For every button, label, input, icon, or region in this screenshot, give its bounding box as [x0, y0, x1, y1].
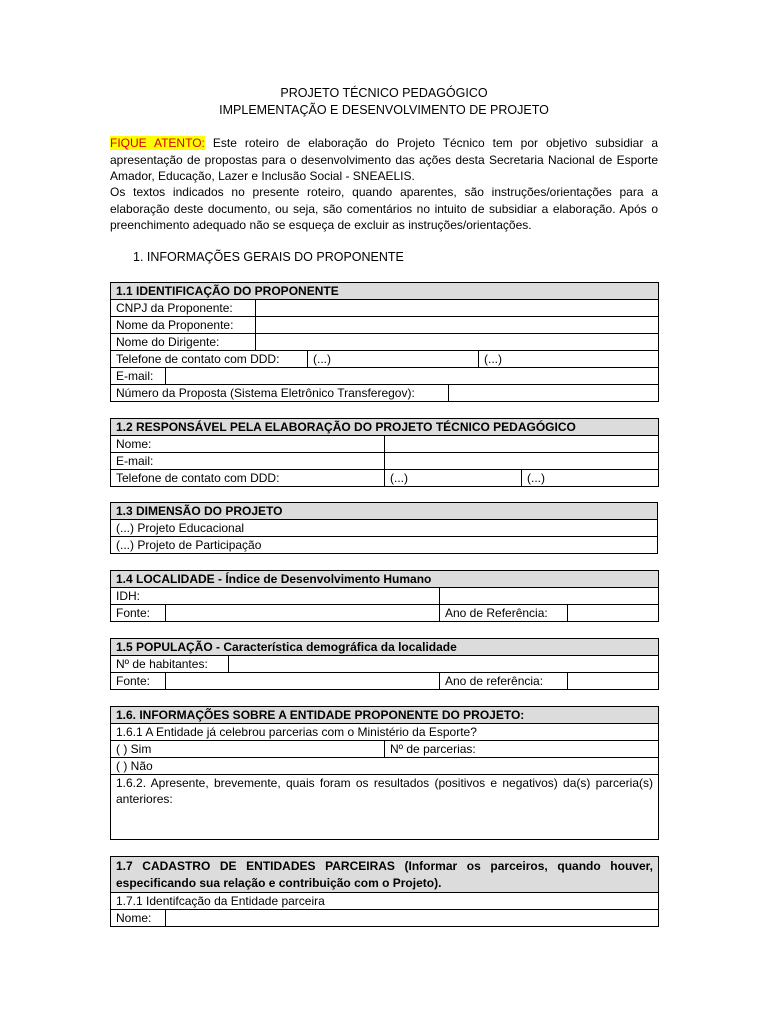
email-row [111, 368, 659, 385]
nome-field[interactable] [166, 910, 659, 927]
attention-highlight: FIQUE ATENTO: [110, 136, 205, 150]
nome-label: Nome: [111, 436, 385, 453]
idh-field[interactable] [440, 588, 659, 605]
table-header: 1.5 POPULAÇÃO - Característica demográfica da localidade [111, 639, 659, 656]
telefone-field-1[interactable]: (...) [308, 351, 479, 368]
table-header: 1.4 LOCALIDADE - Índice de Desenvolvimento Humano [111, 571, 659, 588]
table-responsavel [110, 418, 659, 487]
projeto-educacional-option[interactable]: (...) Projeto Educacional [111, 520, 658, 537]
fonte-field[interactable] [166, 673, 440, 690]
cnpj-field[interactable] [256, 300, 659, 317]
dirigente-field[interactable] [256, 334, 659, 351]
telefone-field-2[interactable]: (...) [479, 351, 659, 368]
document-title: PROJETO TÉCNICO PEDAGÓGICO [280, 86, 488, 100]
telefone-field-2[interactable]: (...) [522, 470, 659, 487]
nao-option[interactable]: ( ) Não [111, 758, 659, 775]
nome-proponente-label: Nome da Proponente: [111, 317, 256, 334]
table-header: 1.7 CADASTRO DE ENTIDADES PARCEIRAS (Informar os parceiros, quando houver, especificando sua relação e contribuição com o Projeto). [111, 857, 659, 893]
table-header: 1.1 IDENTIFICAÇÃO DO PROPONENTE [111, 283, 659, 300]
habitantes-field[interactable] [229, 656, 659, 673]
ano-field[interactable] [568, 605, 659, 622]
fonte-label: Fonte: [111, 605, 166, 622]
resultados-question: 1.6.2. Apresente, brevemente, quais foram os resultados (positivos e negativos) da(s) parceria(s) anteriores: [116, 776, 653, 806]
section-heading: 1. INFORMAÇÕES GERAIS DO PROPONENTE [133, 250, 404, 264]
fonte-field[interactable] [166, 605, 440, 622]
telefone-field-1[interactable]: (...) [385, 470, 522, 487]
nome-field[interactable] [385, 436, 659, 453]
proposta-field[interactable] [449, 385, 659, 402]
cnpj-label: CNPJ da Proponente: [111, 300, 256, 317]
document-subtitle: IMPLEMENTAÇÃO E DESENVOLVIMENTO DE PROJETO [219, 103, 549, 117]
table-entidade [110, 706, 659, 840]
instructions-paragraph: Os textos indicados no presente roteiro, quando aparentes, são instruções/orientações para a elaboração deste documento, ou seja, são comentários no intuito de subsidiar a elaboração. Após o preenchimento adequado não se esqueça de excluir as instruções/orientações. [110, 185, 658, 232]
table-localidade [110, 570, 659, 622]
email-label: E-mail: [111, 368, 166, 384]
nome-proponente-field[interactable] [256, 317, 659, 334]
table-header: 1.2 RESPONSÁVEL PELA ELABORAÇÃO DO PROJETO TÉCNICO PEDAGÓGICO [111, 419, 659, 436]
habitantes-label: Nº de habitantes: [111, 656, 229, 673]
sim-option[interactable]: ( ) Sim [111, 741, 385, 758]
table-parceiras [110, 856, 659, 927]
table-populacao [110, 638, 659, 690]
email-label: E-mail: [111, 453, 385, 470]
entidade-parceira-subheading: 1.7.1 Identifcação da Entidade parceira [111, 893, 659, 910]
table-header: 1.6. INFORMAÇÕES SOBRE A ENTIDADE PROPONENTE DO PROJETO: [111, 707, 659, 724]
parcerias-question: 1.6.1 A Entidade já celebrou parcerias com o Ministério da Esporte? [111, 724, 659, 741]
idh-label: IDH: [111, 588, 440, 605]
email-field[interactable] [385, 453, 659, 470]
nome-label: Nome: [111, 910, 166, 927]
ano-label: Ano de referência: [440, 673, 568, 690]
table-identificacao [110, 282, 659, 402]
table-header: 1.3 DIMENSÃO DO PROJETO [111, 503, 658, 520]
resultados-field[interactable] [111, 775, 659, 840]
ano-label: Ano de Referência: [440, 605, 568, 622]
ano-field[interactable] [568, 673, 659, 690]
email-field[interactable] [166, 368, 658, 384]
proposta-label: Número da Proposta (Sistema Eletrônico Transferegov): [111, 385, 449, 402]
fonte-label: Fonte: [111, 673, 166, 690]
parcerias-count-label: Nº de parcerias: [385, 741, 659, 758]
telefone-label: Telefone de contato com DDD: [111, 470, 385, 487]
table-dimensao [110, 502, 658, 554]
dirigente-label: Nome do Dirigente: [111, 334, 256, 351]
projeto-participacao-option[interactable]: (...) Projeto de Participação [111, 537, 658, 554]
intro-text: Este roteiro de elaboração do Projeto Técnico tem por objetivo subsidiar a apresentação de propostas para o desenvolvimento das ações desta Secretaria Nacional de Esporte Amador, Educação, Lazer e Inclusão Social - SNEAELIS. [110, 136, 658, 183]
intro-paragraph [110, 135, 658, 185]
telefone-label: Telefone de contato com DDD: [111, 351, 308, 368]
